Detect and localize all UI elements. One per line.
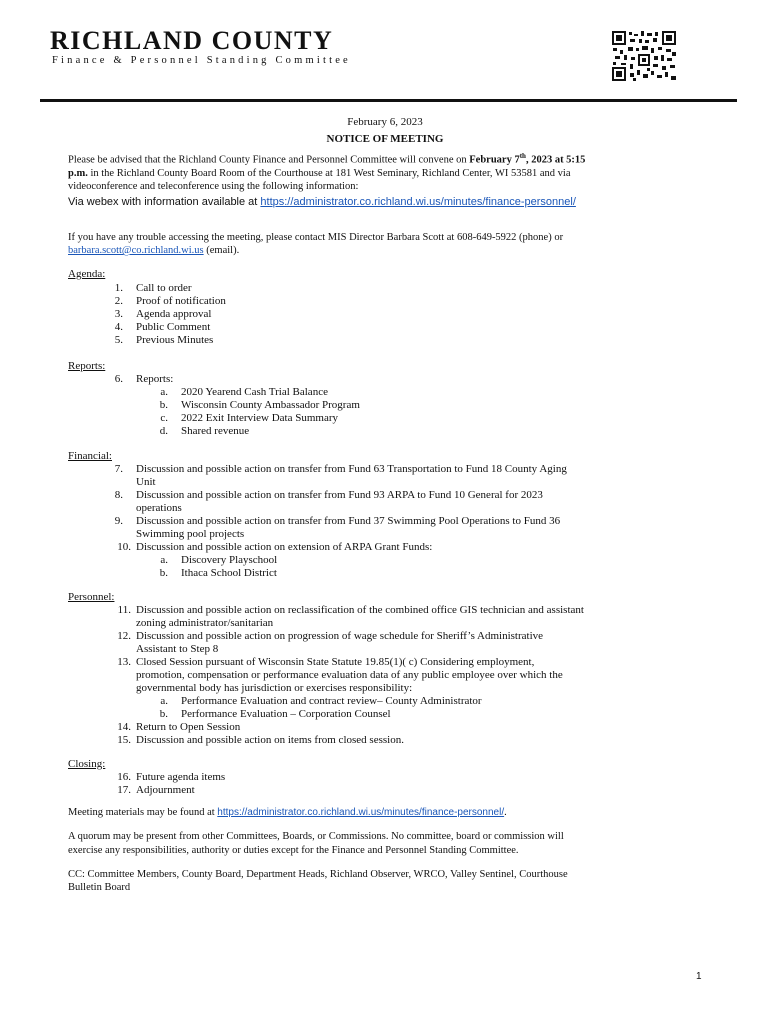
page-number: 1 (696, 971, 702, 982)
quorum-line: A quorum may be present from other Committees, Boards, or Commissions. No committee, board or commission will (68, 831, 564, 842)
agenda-number: 16. (117, 771, 131, 783)
sub-item: 2020 Yearend Cash Trial Balance (181, 386, 328, 398)
agenda-number: 6. (114, 373, 123, 385)
agenda-heading: Agenda: (68, 268, 106, 280)
agenda-item: Discussion and possible action on transfer from Fund 63 Transportation to Fund 18 County Aging Unit (136, 463, 567, 488)
agenda-item: Previous Minutes (136, 334, 214, 346)
agenda-item: Future agenda items (136, 771, 226, 783)
materials-suffix: . (504, 807, 507, 818)
sub-item-letter: b. (159, 399, 168, 411)
sub-item: Discovery Playschool (181, 554, 278, 566)
agenda-item: Discussion and possible action on transfer from Fund 37 Swimming Pool Operations to Fund 36 Swimming pool projects (136, 515, 561, 540)
header-rule (40, 99, 737, 102)
agenda-item: Return to Open Session (136, 721, 241, 733)
agenda-item: Discussion and possible action on progression of wage schedule for Sheriff’s Administrative Assistant to Step 8 (136, 630, 544, 655)
county-title: RICHLAND COUNTY (50, 26, 334, 55)
sub-item-letter: c. (160, 412, 168, 424)
agenda-number: 2. (114, 295, 123, 307)
agenda-item: Call to order (136, 282, 192, 294)
agenda-number: 3. (114, 308, 123, 320)
materials-link[interactable]: https://administrator.co.richland.wi.us/minutes/finance-personnel/ (217, 807, 505, 818)
sub-item: 2022 Exit Interview Data Summary (181, 412, 339, 424)
agenda-number: 7. (114, 463, 123, 475)
sub-item-letter: d. (159, 425, 168, 437)
cc-line: CC: Committee Members, County Board, Department Heads, Richland Observer, WRCO, Valley Sentinel, Courthouse (68, 869, 568, 880)
agenda-item: Proof of notification (136, 295, 226, 307)
agenda-number: 1. (114, 282, 123, 294)
agenda-item: Discussion and possible action on transfer from Fund 93 ARPA to Fund 10 General for 2023 operations (136, 489, 543, 514)
agenda-number: 8. (114, 489, 123, 501)
agenda-item: Reports: (136, 373, 174, 385)
webex-line (68, 196, 708, 209)
qr-code-icon (611, 30, 677, 82)
agenda-item: Discussion and possible action on extension of ARPA Grant Funds: (136, 541, 433, 553)
reports-heading: Reports: (68, 360, 106, 372)
agenda-number: 17. (117, 784, 131, 796)
agenda-number: 10. (117, 541, 131, 553)
committee-subtitle: Finance & Personnel Standing Committee (52, 55, 351, 66)
sub-item-letter: a. (160, 695, 168, 707)
sub-item: Performance Evaluation and contract review– County Administrator (181, 695, 482, 707)
email-suffix: (email). (203, 245, 240, 256)
materials-text: Meeting materials may be found at (68, 807, 218, 818)
meeting-time-bold: , 2023 at 5:15 (525, 154, 586, 166)
sub-item: Ithaca School District (181, 567, 277, 579)
sub-item-letter: a. (160, 554, 168, 566)
sub-item-letter: b. (159, 708, 168, 720)
agenda-number: 14. (117, 721, 131, 733)
personnel-heading: Personnel: (68, 591, 115, 603)
quorum-line: exercise any responsibilities, authority or duties except for the Finance and Personnel Standing Committee. (68, 845, 519, 856)
sub-item-letter: a. (160, 386, 168, 398)
quorum-paragraph (68, 830, 708, 858)
webex-text: Via webex with information available at (68, 196, 261, 208)
webex-link[interactable]: https://administrator.co.richland.wi.us/minutes/finance-personnel/ (260, 196, 576, 208)
trouble-text: If you have any trouble accessing the meeting, please contact MIS Director Barbara Scott at 608-649-5922 (phone) or (68, 232, 564, 243)
agenda-item: Public Comment (136, 321, 211, 333)
agenda-item: Closed Session pursuant of Wisconsin State Statute 19.85(1)( c) Considering employment, promotion, compensation or performance evaluation data of any public employee over which the governmental body has jurisdiction or exercises responsibility: (136, 656, 563, 694)
agenda-number: 13. (117, 656, 131, 668)
cc-paragraph (68, 868, 708, 894)
email-link[interactable]: barbara.scott@co.richland.wi.us (68, 245, 204, 256)
meeting-time-pm: p.m. (68, 167, 88, 179)
meeting-date-bold: February 7 (469, 154, 520, 166)
agenda-item: Agenda approval (136, 308, 212, 320)
agenda-number: 12. (117, 630, 131, 642)
meeting-date-sup: th (519, 152, 526, 160)
intro-text-2: in the Richland County Board Room of the Courthouse at 181 West Seminary, Richland Center, WI 53581 and via (87, 167, 571, 179)
agenda-number: 9. (114, 515, 123, 527)
intro-text-1: Please be advised that the Richland County Finance and Personnel Committee will convene on (68, 154, 470, 166)
closing-heading: Closing: (68, 758, 106, 770)
sub-item: Performance Evaluation – Corporation Counsel (181, 708, 391, 720)
financial-heading: Financial: (68, 450, 112, 462)
agenda-item: Discussion and possible action on reclassification of the combined office GIS technician and assistant zoning administrator/sanitarian (136, 604, 584, 629)
agenda-number: 5. (114, 334, 123, 346)
agenda-number: 11. (117, 604, 131, 616)
sub-item: Wisconsin County Ambassador Program (181, 399, 360, 411)
agenda-number: 15. (117, 734, 131, 746)
agenda-item: Discussion and possible action on items from closed session. (136, 734, 404, 746)
intro-paragraph (68, 150, 708, 193)
trouble-paragraph (68, 231, 708, 257)
notice-title: NOTICE OF MEETING (326, 133, 444, 145)
agenda-number: 4. (114, 321, 123, 333)
agenda-item: Adjournment (136, 784, 195, 796)
sub-item-letter: b. (159, 567, 168, 579)
notice-date: February 6, 2023 (347, 116, 423, 128)
materials-line (68, 806, 708, 819)
cc-line: Bulletin Board (68, 882, 131, 893)
sub-item: Shared revenue (181, 425, 250, 437)
intro-text-3: videoconference and teleconference using the following information: (68, 180, 359, 192)
